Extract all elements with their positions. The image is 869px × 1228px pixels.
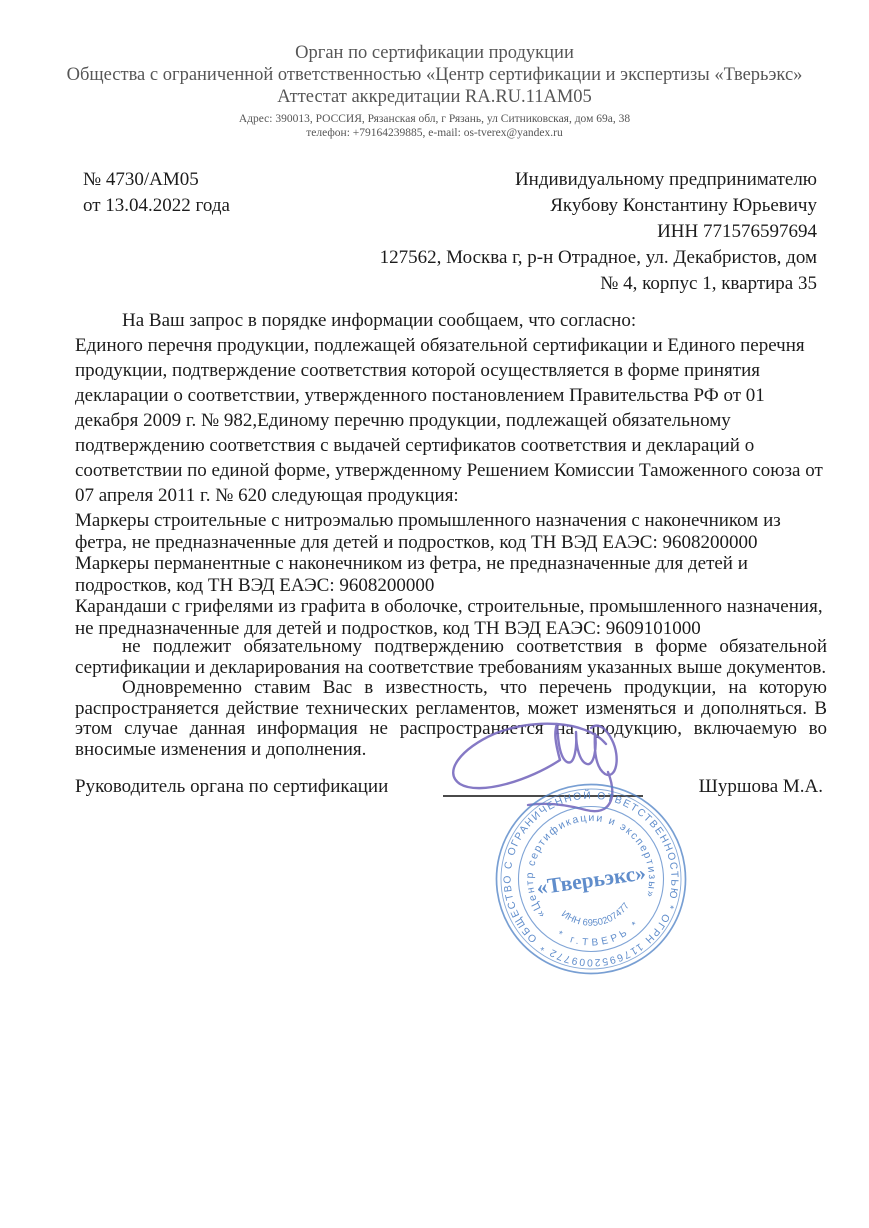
product-item: Маркеры строительные с нитроэмалью промышленного назначения с наконечником из фетра, не предназначенные для детей и подростков, код ТН ВЭД ЕАЭС: 9608200000	[75, 510, 781, 553]
org-address-line: Адрес: 390013, РОССИЯ, Рязанская обл, г Рязань, ул Ситниковская, дом 69а, 38	[238, 113, 631, 125]
body-intro-block	[75, 308, 827, 508]
accreditation-line: Аттестат аккредитации RA.RU.11АМ05	[277, 87, 592, 107]
reference-number: № 4730/АМ05	[83, 169, 199, 190]
stamp-inn-text: ИНН 6950207477	[559, 900, 633, 929]
svg-text:«Центр сертификации и эксперти	[515, 803, 662, 921]
intro-line: На Ваш запрос в порядке информации сообщаем, что согласно:	[122, 310, 637, 331]
stamp-inner-arc-text: «Центр сертификации и экспертизы»	[523, 811, 659, 920]
letterhead	[0, 42, 869, 140]
product-item: Карандаши с грифелями из графита в оболочке, строительные, промышленного назначения, не предназначенные для детей и подростков, код ТН ВЭД ЕАЭС: 9609101000	[75, 596, 823, 639]
product-item: Маркеры перманентные с наконечником из фетра, не предназначенные для детей и подростков, код ТН ВЭД ЕАЭС: 9608200000	[75, 553, 748, 596]
recipient-line: ИНН 771576597694	[657, 221, 817, 242]
org-name-line1: Орган по сертификации продукции	[295, 43, 574, 63]
reference-date: от 13.04.2022 года	[83, 195, 230, 216]
stamp-city-text: * г.ТВЕРЬ *	[555, 918, 642, 949]
company-stamp	[491, 779, 691, 979]
org-contact-line: телефон: +79164239885, e-mail: os-tverex@yandex.ru	[306, 127, 563, 139]
signature-line	[443, 795, 643, 797]
stamp-ring-text: ОБЩЕСТВО С ОГРАНИЧЕННОЙ ОТВЕТСТВЕННОСТЬЮ * ОГРН 1176952009772 *	[502, 790, 680, 968]
stamp-center-text: «Тверьэкс»	[535, 860, 648, 900]
recipient-block	[197, 167, 817, 297]
stamp-second-circle	[491, 779, 691, 979]
signature-descender-stroke	[528, 772, 612, 811]
recipient-line: № 4, корпус 1, квартира 35	[600, 273, 817, 294]
svg-text:* г.ТВЕРЬ *	[554, 918, 644, 954]
signatory-title: Руководитель органа по сертификации	[75, 776, 389, 797]
stamp-inner-circle	[509, 797, 673, 961]
conclusion-paragraph: не подлежит обязательному подтверждению соответствия в форме обязательной сертификации и декларирования на соответствие требованиям указанных выше документов.	[75, 636, 827, 678]
legal-basis-text: Единого перечня продукции, подлежащей обязательной сертификации и Единого перечня продукции, подтверждение соответствия которой осуществляется в форме принятия декларации о соответствии, утвержденного постановлением Правительства РФ от 01 декабря 2009 г. № 982,Единому перечню продукции, подлежащей обязательному подтверждению соответствия с выдачей сертификатов соответствия и деклараций о соответствии по единой форме, утвержденному Решением Комиссии Таможенного союза от 07 апреля 2011 г. № 620 следующая продукция:	[75, 335, 823, 506]
product-list	[75, 510, 827, 639]
recipient-line: Индивидуальному предпринимателю	[514, 169, 817, 190]
recipient-line: Якубову Константину Юрьевичу	[550, 195, 817, 216]
svg-text:ОБЩЕСТВО С ОГРАНИЧЕННОЙ ОТВЕТС	[491, 779, 691, 979]
note-paragraph: Одновременно ставим Вас в известность, что перечень продукции, на которую распространяется действие технических регламентов, может изменяться и дополняться. В этом случае данная информация не распространяется на продукцию, включаемую во вносимые изменения и дополнения.	[75, 677, 827, 760]
recipient-line: 127562, Москва г, р-н Отрадное, ул. Декабристов, дом	[379, 247, 817, 268]
stamp-outer-circle	[491, 779, 691, 979]
org-name-line2: Общества с ограниченной ответственностью «Центр сертификации и экспертизы «Тверьэкс»	[66, 65, 803, 85]
signatory-name: Шуршова М.А.	[698, 776, 823, 797]
svg-text:ИНН 6950207477	[558, 899, 635, 933]
